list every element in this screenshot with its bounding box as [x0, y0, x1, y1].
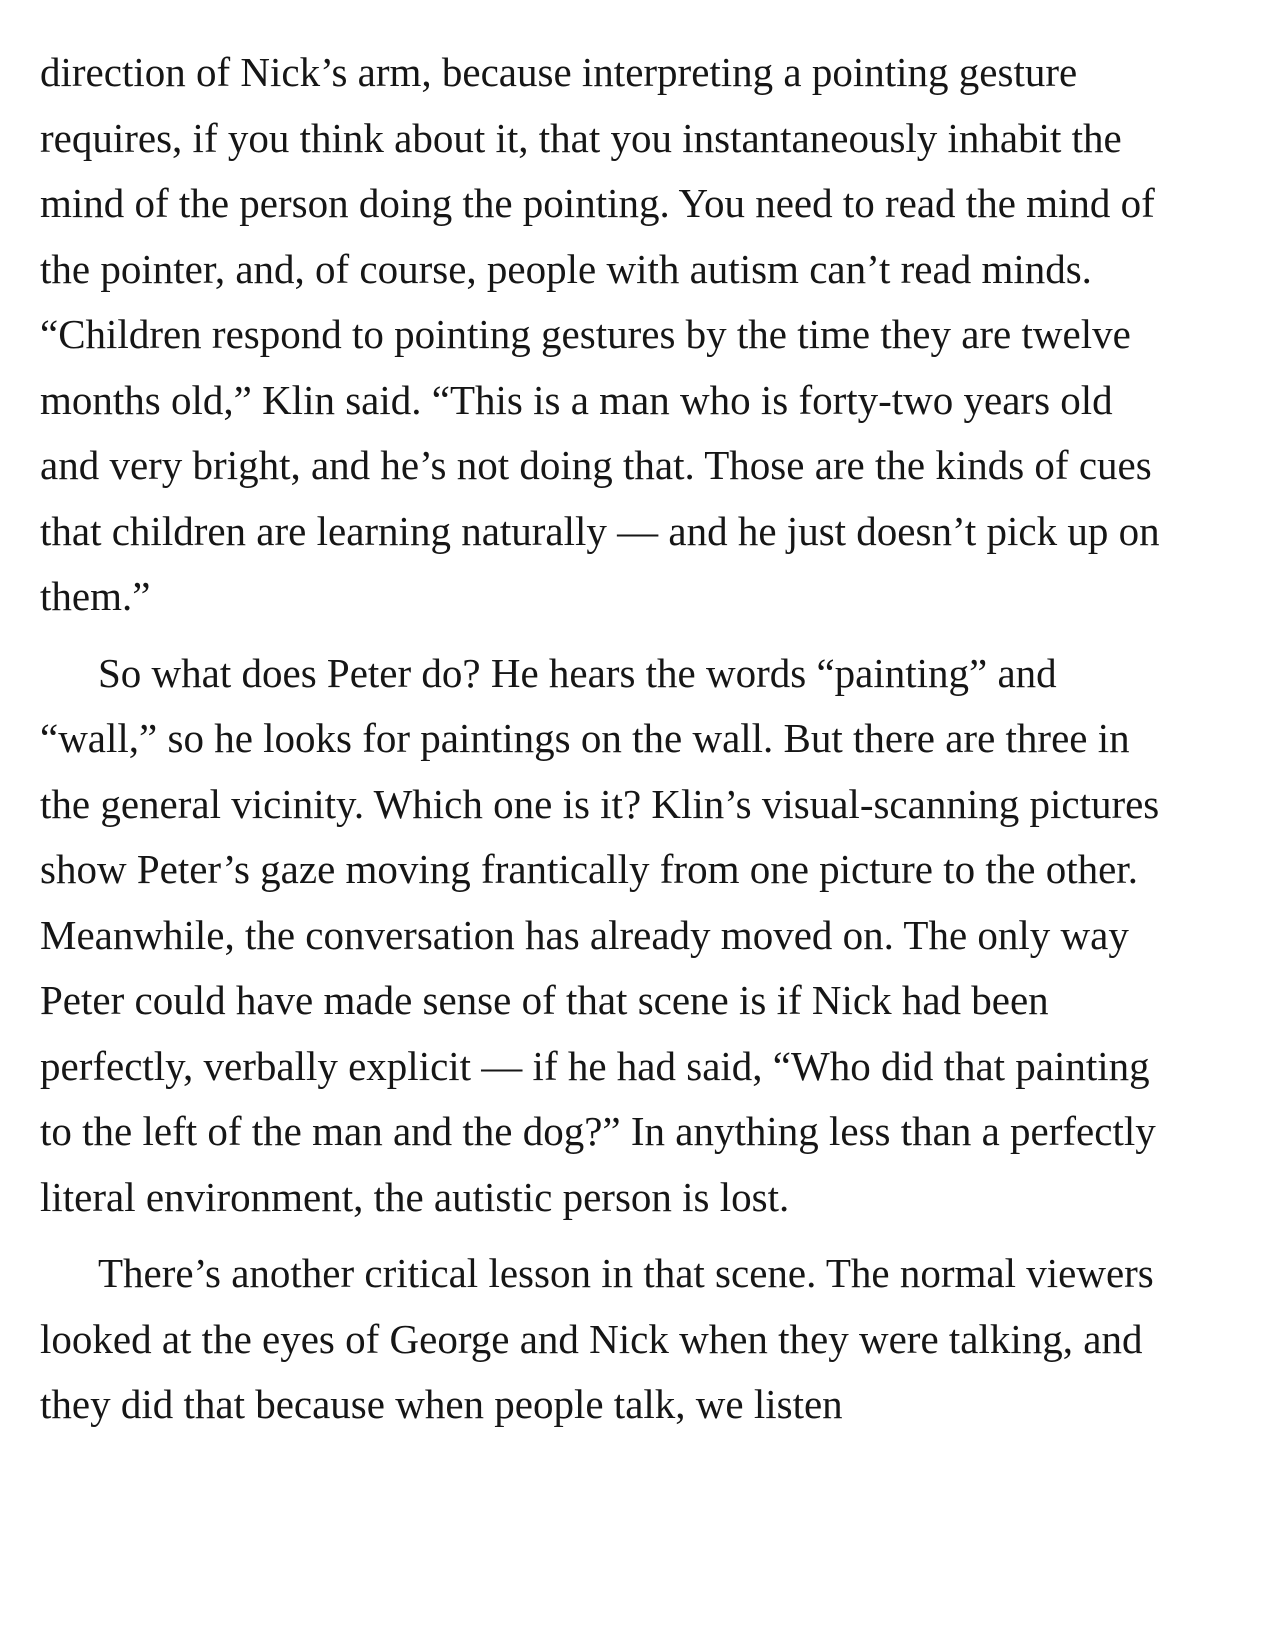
- body-paragraph: So what does Peter do? He hears the words “painting” and “wall,” so he looks for paintings on the wall. But there are three in the general vicinity. Which one is it? Klin’s visual-scanning pictures show Peter’s gaze moving frantically from one picture to the other. Meanwhile, the conversation has already moved on. The only way Peter could have made sense of that scene is if Nick had been perfectly, verbally explicit — if he had said, “Who did that painting to the left of the man and the dog?” In anything less than a perfectly literal environment, the autistic person is lost.: [40, 649, 1160, 1220]
- document-page: [40, 40, 1180, 1449]
- body-paragraph: There’s another critical lesson in that scene. The normal viewers looked at the eyes of George and Nick when they were talking, and they did that because when people talk, we listen: [40, 1250, 1154, 1427]
- body-paragraph: direction of Nick’s arm, because interpreting a pointing gesture requires, if you think about it, that you instantaneously inhabit the mind of the person doing the pointing. You need to read the mind of the pointer, and, of course, people with autism can’t read minds. “Children respond to pointing gestures by the time they are twelve months old,” Klin said. “This is a man who is forty-two years old and very bright, and he’s not doing that. Those are the kinds of cues that children are learning naturally — and he just doesn’t pick up on them.”: [40, 49, 1160, 619]
